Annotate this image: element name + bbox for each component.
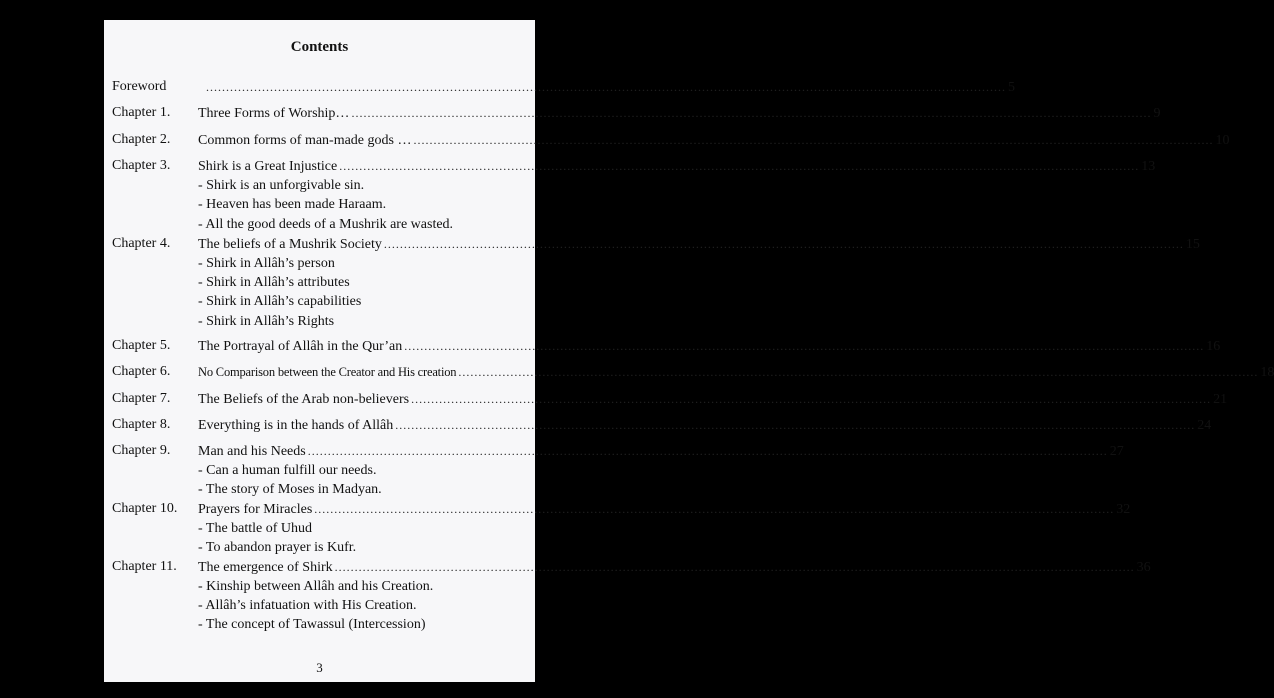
chapter-label: Chapter 5. — [112, 338, 171, 353]
page-ref: 5 — [1008, 80, 1015, 95]
page-ref: 32 — [1116, 502, 1131, 517]
leader-dots: ........................................................................................................................................................................................................ — [411, 392, 1212, 406]
chapter-label: Chapter 9. — [112, 443, 171, 458]
leader-dots: ........................................................................................................................................................................................................ — [206, 80, 1006, 94]
chapter-label: Chapter 10. — [112, 501, 178, 516]
page-ref: 27 — [1109, 444, 1124, 459]
chapter-label: Foreword — [112, 79, 167, 94]
page-ref: 16 — [1206, 339, 1221, 354]
chapter-title: The emergence of Shirk — [198, 560, 333, 575]
section-item: - Shirk in Allâh’s attributes — [198, 275, 350, 290]
section-item: - Shirk is an unforgivable sin. — [198, 178, 365, 193]
section-item: - Shirk in Allâh’s person — [198, 256, 335, 271]
section-item: - Kinship between Allâh and his Creation. — [198, 579, 434, 594]
chapter-title: The Portrayal of Allâh in the Qur’an — [198, 339, 403, 354]
page-ref: 10 — [1215, 133, 1230, 148]
leader-dots: ........................................................................................................................................................................................................ — [404, 339, 1205, 353]
section-item: - To abandon prayer is Kufr. — [198, 540, 357, 555]
page-title: Contents — [290, 39, 349, 55]
page-ref: 9 — [1153, 106, 1161, 121]
chapter-label: Chapter 6. — [112, 364, 171, 379]
chapter-label: Chapter 8. — [112, 417, 171, 432]
section-item: - Shirk in Allâh’s capabilities — [198, 294, 362, 309]
chapter-title: The beliefs of a Mushrik Society — [198, 237, 382, 252]
chapter-title: Shirk is a Great Injustice — [198, 159, 338, 174]
chapter-label: Chapter 3. — [112, 158, 171, 173]
section-item: - Heaven has been made Haraam. — [198, 197, 387, 212]
page-ref: 18 — [1260, 365, 1274, 380]
leader-dots: ........................................................................................................................................................................................................ — [458, 365, 1259, 379]
section-item: - The battle of Uhud — [198, 521, 313, 536]
leader-dots: ........................................................................................................................................................................................................ — [334, 560, 1135, 574]
chapter-title: Man and his Needs — [198, 444, 306, 459]
leader-dots: ........................................................................................................................................................................................................ — [351, 106, 1152, 120]
leader-dots: ........................................................................................................................................................................................................ — [395, 418, 1196, 432]
chapter-title: No Comparison between the Creator and His creation — [198, 365, 457, 379]
leader-dots: ........................................................................................................................................................................................................ — [413, 133, 1214, 147]
chapter-title: Everything is in the hands of Allâh — [198, 418, 394, 433]
page-ref: 21 — [1213, 392, 1228, 407]
chapter-title: Prayers for Miracles — [198, 502, 313, 517]
leader-dots: ........................................................................................................................................................................................................ — [339, 159, 1140, 173]
chapter-label: Chapter 4. — [112, 236, 171, 251]
section-item: - Shirk in Allâh’s Rights — [198, 314, 335, 329]
chapter-title: Three Forms of Worship… — [198, 106, 350, 121]
page-ref: 13 — [1141, 159, 1156, 174]
section-item: - The concept of Tawassul (Intercession) — [198, 617, 426, 632]
leader-dots: ........................................................................................................................................................................................................ — [307, 444, 1108, 458]
section-item: - The story of Moses in Madyan. — [198, 482, 382, 497]
leader-dots: ........................................................................................................................................................................................................ — [314, 502, 1115, 516]
book-page — [104, 20, 1274, 682]
page-number: 3 — [316, 660, 323, 675]
leader-dots: ........................................................................................................................................................................................................ — [383, 237, 1184, 251]
chapter-label: Chapter 7. — [112, 391, 171, 406]
chapter-label: Chapter 11. — [112, 559, 177, 574]
section-item: - Can a human fulfill our needs. — [198, 463, 377, 478]
chapter-title: The Beliefs of the Arab non-believers — [198, 392, 410, 407]
chapter-label: Chapter 2. — [112, 132, 171, 147]
section-item: - All the good deeds of a Mushrik are wasted. — [198, 217, 454, 232]
page-ref: 24 — [1197, 418, 1212, 433]
section-item: - Allâh’s infatuation with His Creation. — [198, 598, 417, 613]
chapter-label: Chapter 1. — [112, 105, 171, 120]
page-ref: 15 — [1185, 237, 1200, 252]
chapter-title: Common forms of man-made gods … — [198, 133, 412, 148]
page-ref: 36 — [1136, 560, 1151, 575]
